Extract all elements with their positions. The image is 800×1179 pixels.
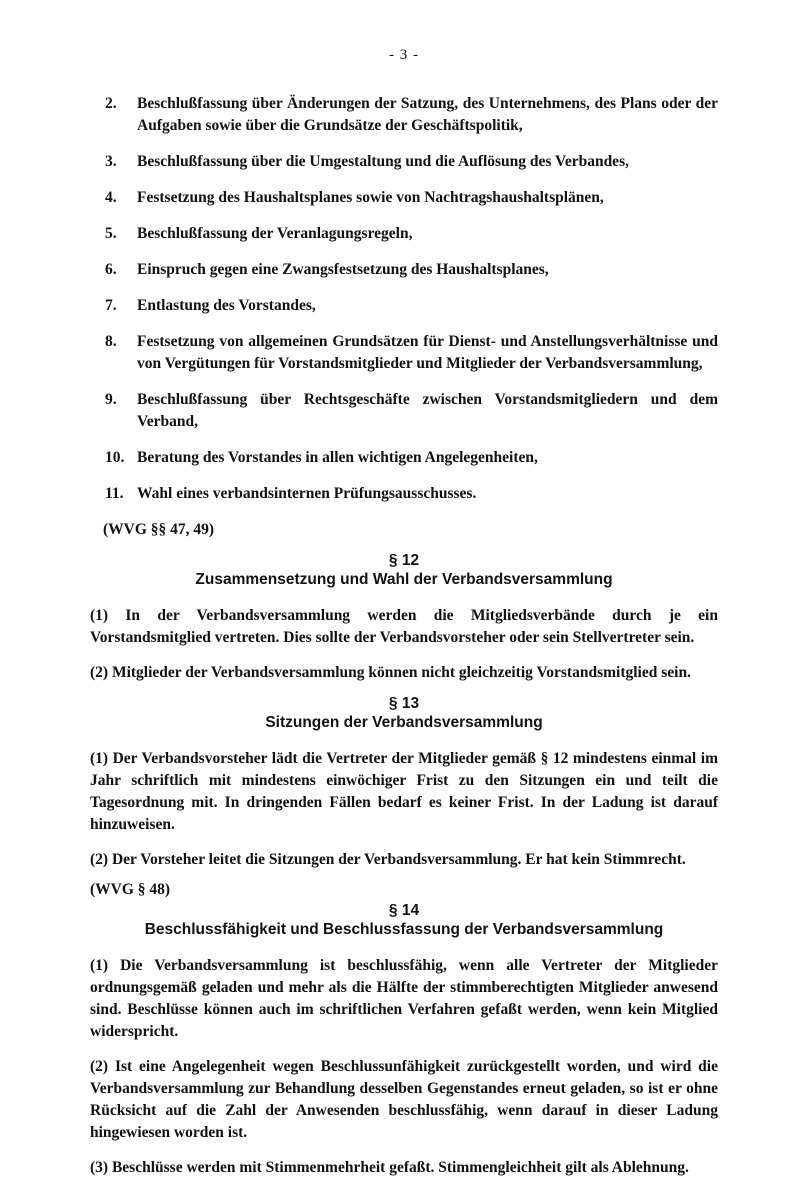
item-number: 6.	[105, 261, 117, 278]
legal-reference-wvg-47-49: (WVG §§ 47, 49)	[103, 521, 215, 538]
item-number: 2.	[105, 95, 117, 112]
section-number: § 12	[388, 552, 420, 569]
item-number: 4.	[105, 189, 117, 206]
item-number: 10.	[105, 449, 125, 466]
item-text: Einspruch gegen eine Zwangsfestsetzung des Haushaltsplanes,	[137, 261, 549, 278]
section-number: § 14	[388, 902, 420, 919]
list-item	[105, 295, 718, 317]
list-item	[105, 331, 718, 375]
list-item	[105, 483, 718, 505]
item-text: Wahl eines verbandsinternen Prüfungsausschusses.	[137, 485, 477, 502]
paragraph: (2) Ist eine Angelegenheit wegen Beschlussunfähigkeit zurückgestellt worden, und wird die Verbandsversammlung zur Behandlung desselben Gegenstandes erneut geladen, so ist er ohne Rücksicht auf die Zahl der Anwesenden beschlussfähig, wenn darauf in dieser Ladung hingewiesen worden ist.	[90, 1058, 718, 1141]
list-item	[105, 389, 718, 433]
section-12	[90, 551, 718, 684]
item-text: Entlastung des Vorstandes,	[137, 297, 316, 314]
legal-reference-wvg-48: (WVG § 48)	[90, 881, 171, 898]
paragraph: (1) Die Verbandsversammlung ist beschlussfähig, wenn alle Vertreter der Mitglieder ordnungsgemäß geladen und mehr als die Hälfte der stimmberechtigten Mitglieder anwesend sind. Beschlüsse können auch im schriftlichen Verfahren gefaßt werden, wenn kein Mitglied widerspricht.	[90, 957, 718, 1040]
agenda-list	[105, 93, 718, 505]
section-title: Beschlussfähigkeit und Beschlussfassung der Verbandsversammlung	[144, 921, 664, 938]
item-text: Beratung des Vorstandes in allen wichtigen Angelegenheiten,	[137, 449, 538, 466]
section-number: § 13	[388, 695, 420, 712]
item-text: Beschlußfassung über Rechtsgeschäfte zwischen Vorstandsmitgliedern und dem Verband,	[137, 391, 718, 430]
list-item	[105, 151, 718, 173]
section-title: Sitzungen der Verbandsversammlung	[265, 714, 543, 731]
section-heading	[90, 551, 718, 589]
paragraph: (3) Beschlüsse werden mit Stimmenmehrheit gefaßt. Stimmengleichheit gilt als Ablehnung.	[90, 1159, 689, 1176]
paragraph: (1) In der Verbandsversammlung werden die Mitgliedsverbände durch je ein Vorstandsmitglied vertreten. Dies sollte der Verbandsvorsteher oder sein Stellvertreter sein.	[90, 607, 718, 646]
section-14	[90, 901, 718, 1179]
page-number: - 3 -	[389, 47, 419, 63]
item-number: 7.	[105, 297, 117, 314]
item-number: 3.	[105, 153, 117, 170]
section-heading	[90, 694, 718, 732]
list-item	[105, 187, 718, 209]
list-item	[105, 447, 718, 469]
item-number: 8.	[105, 333, 117, 350]
item-text: Beschlußfassung über die Umgestaltung und die Auflösung des Verbandes,	[137, 153, 629, 170]
item-text: Festsetzung von allgemeinen Grundsätzen für Dienst- und Anstellungsverhältnisse und von Vergütungen für Vorstandsmitglieder und Mitglieder der Verbandsversammlung,	[137, 333, 718, 372]
item-text: Beschlußfassung der Veranlagungsregeln,	[137, 225, 413, 242]
paragraph: (2) Der Vorsteher leitet die Sitzungen der Verbandsversammlung. Er hat kein Stimmrecht.	[90, 851, 686, 868]
list-item	[105, 223, 718, 245]
list-item	[105, 93, 718, 137]
section-title: Zusammensetzung und Wahl der Verbandsversammlung	[195, 571, 613, 588]
paragraph: (1) Der Verbandsvorsteher lädt die Vertreter der Mitglieder gemäß § 12 mindestens einmal im Jahr schriftlich mit mindestens einwöchiger Frist zu den Sitzungen ein und teilt die Tagesordnung mit. In dringenden Fällen bedarf es keiner Frist. In der Ladung ist darauf hinzuweisen.	[90, 750, 718, 833]
list-item	[105, 259, 718, 281]
item-text: Festsetzung des Haushaltsplanes sowie von Nachtragshaushaltsplänen,	[137, 189, 604, 206]
item-number: 9.	[105, 391, 117, 408]
item-text: Beschlußfassung über Änderungen der Satzung, des Unternehmens, des Plans oder der Aufgaben sowie über die Grundsätze der Geschäftspolitik,	[137, 95, 718, 134]
item-number: 11.	[105, 485, 124, 502]
section-heading	[90, 901, 718, 939]
paragraph: (2) Mitglieder der Verbandsversammlung können nicht gleichzeitig Vorstandsmitglied sein.	[90, 664, 691, 681]
section-13	[90, 694, 718, 901]
item-number: 5.	[105, 225, 117, 242]
